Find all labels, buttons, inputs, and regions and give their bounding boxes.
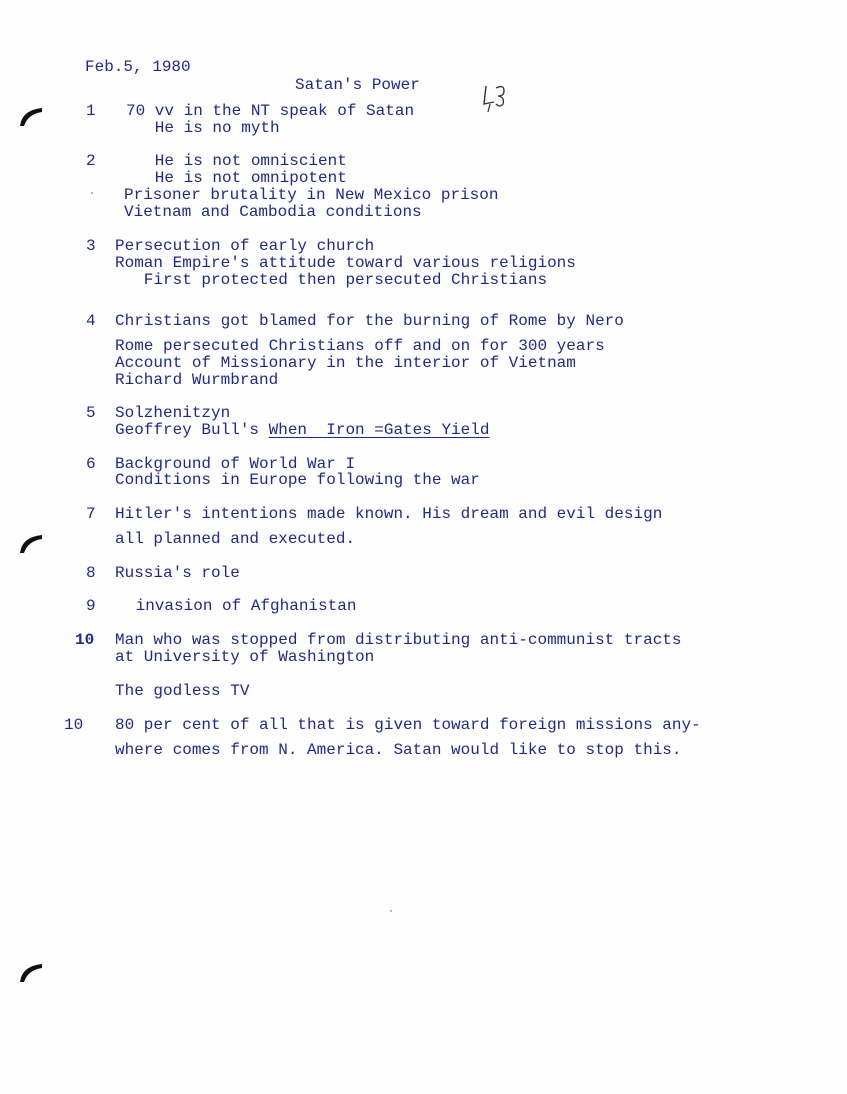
item-number: 10 <box>64 716 84 734</box>
item-line: Russia's role <box>115 564 240 582</box>
item-line: Persecution of early church <box>115 237 375 255</box>
item-line: 70 vv in the NT speak of Satan <box>126 102 415 120</box>
item-line: where comes from N. America. Satan would like to stop this. <box>115 741 682 759</box>
item-number: 1 <box>86 102 96 120</box>
item-line: invasion of Afghanistan <box>126 597 357 615</box>
item-line: He is not omniscient <box>126 152 347 170</box>
item-line: Background of World War I <box>115 455 356 473</box>
stray-mark <box>390 910 392 912</box>
item-line: Solzhenitzyn <box>115 404 231 422</box>
item-number: 7 <box>86 505 96 523</box>
binder-hole-icon <box>18 962 44 984</box>
item-number: 8 <box>86 564 96 582</box>
item-number: 3 <box>86 237 96 255</box>
page-title: Satan's Power <box>295 76 420 94</box>
item-line: Christians got blamed for the burning of Rome by Nero <box>115 312 624 330</box>
item-number: 5 <box>86 404 96 422</box>
item-line: Richard Wurmbrand <box>115 371 279 389</box>
item-line: Account of Missionary in the interior of Vietnam <box>115 354 576 372</box>
binder-hole-icon <box>18 533 44 555</box>
item-line: Roman Empire's attitude toward various religions <box>115 254 576 272</box>
item-line: He is not omnipotent <box>126 169 347 187</box>
item-line: Prisoner brutality in New Mexico prison <box>124 186 499 204</box>
item-number: 6 <box>86 455 96 473</box>
item-line: Vietnam and Cambodia conditions <box>124 203 422 221</box>
item-number: 10 <box>75 631 95 649</box>
item-line: at University of Washington <box>115 648 375 666</box>
item-line: He is no myth <box>126 119 280 137</box>
stray-mark <box>91 192 93 194</box>
item-line: Conditions in Europe following the war <box>115 471 480 489</box>
item-line: Man who was stopped from distributing anti-communist tracts <box>115 631 682 649</box>
book-author: Geoffrey Bull's <box>115 421 269 439</box>
binder-hole-icon <box>18 106 44 128</box>
handwritten-mark-icon <box>480 82 510 114</box>
item-line: Rome persecuted Christians off and on for 300 years <box>115 337 605 355</box>
item-number: 2 <box>86 152 96 170</box>
page-date: Feb.5, 1980 <box>85 58 191 76</box>
item-line: First protected then persecuted Christians <box>115 271 548 289</box>
item-number: 9 <box>86 597 96 615</box>
item-line: all planned and executed. <box>115 530 356 548</box>
item-line: Hitler's intentions made known. His dream and evil design <box>115 505 663 523</box>
item-line: The godless TV <box>115 682 250 700</box>
book-title: When Iron =Gates Yield <box>268 421 490 439</box>
item-line: 80 per cent of all that is given toward foreign missions any- <box>115 716 701 734</box>
item-number: 4 <box>86 312 96 330</box>
item-line <box>115 421 489 439</box>
